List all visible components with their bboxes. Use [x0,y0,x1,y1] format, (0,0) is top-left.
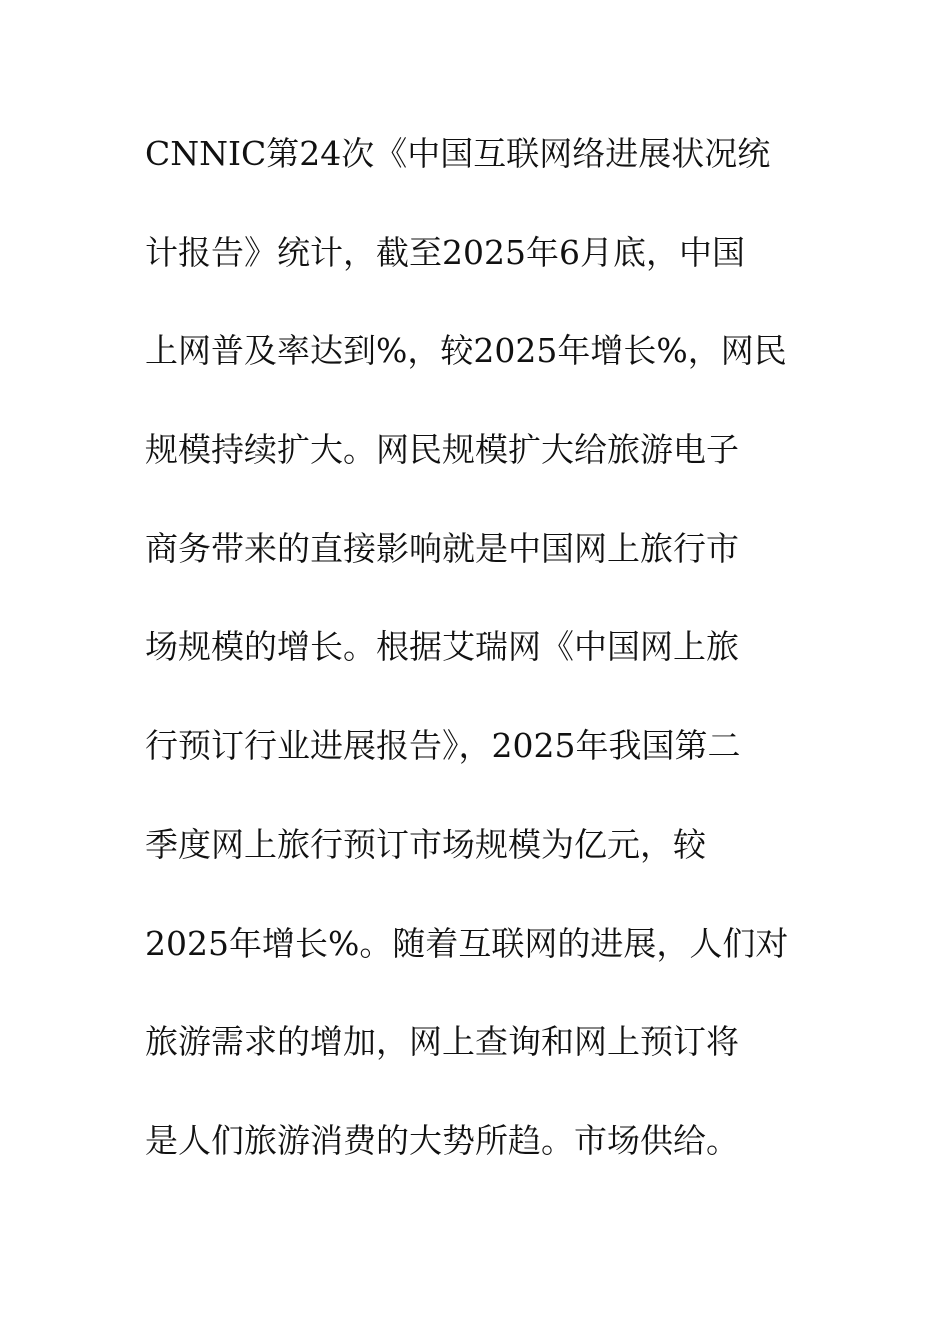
paragraph-line: 商务带来的直接影响就是中国网上旅行市 [145,528,739,568]
paragraph-line: 规模持续扩大。网民规模扩大给旅游电子 [145,430,739,470]
body-paragraph [145,127,825,1213]
paragraph-line: CNNIC第24次《中国互联网络进展状况统 [145,134,771,173]
paragraph-line: 2025年增长%。随着互联网的进展，人们对 [145,923,789,963]
paragraph-line: 场规模的增长。根据艾瑞网《中国网上旅 [145,627,739,667]
paragraph-line: 计报告》统计，截至2025年6月底，中国 [145,232,745,272]
paragraph-line: 季度网上旅行预订市场规模为亿元，较 [145,824,706,864]
paragraph-line: 行预订行业进展报告》，2025年我国第二 [145,726,741,766]
paragraph-line: 上网普及率达到%，较2025年增长%，网民 [145,331,787,371]
paragraph-line: 旅游需求的增加，网上查询和网上预订将 [145,1022,739,1062]
paragraph-line: 是人们旅游消费的大势所趋。市场供给。 [145,1120,739,1160]
